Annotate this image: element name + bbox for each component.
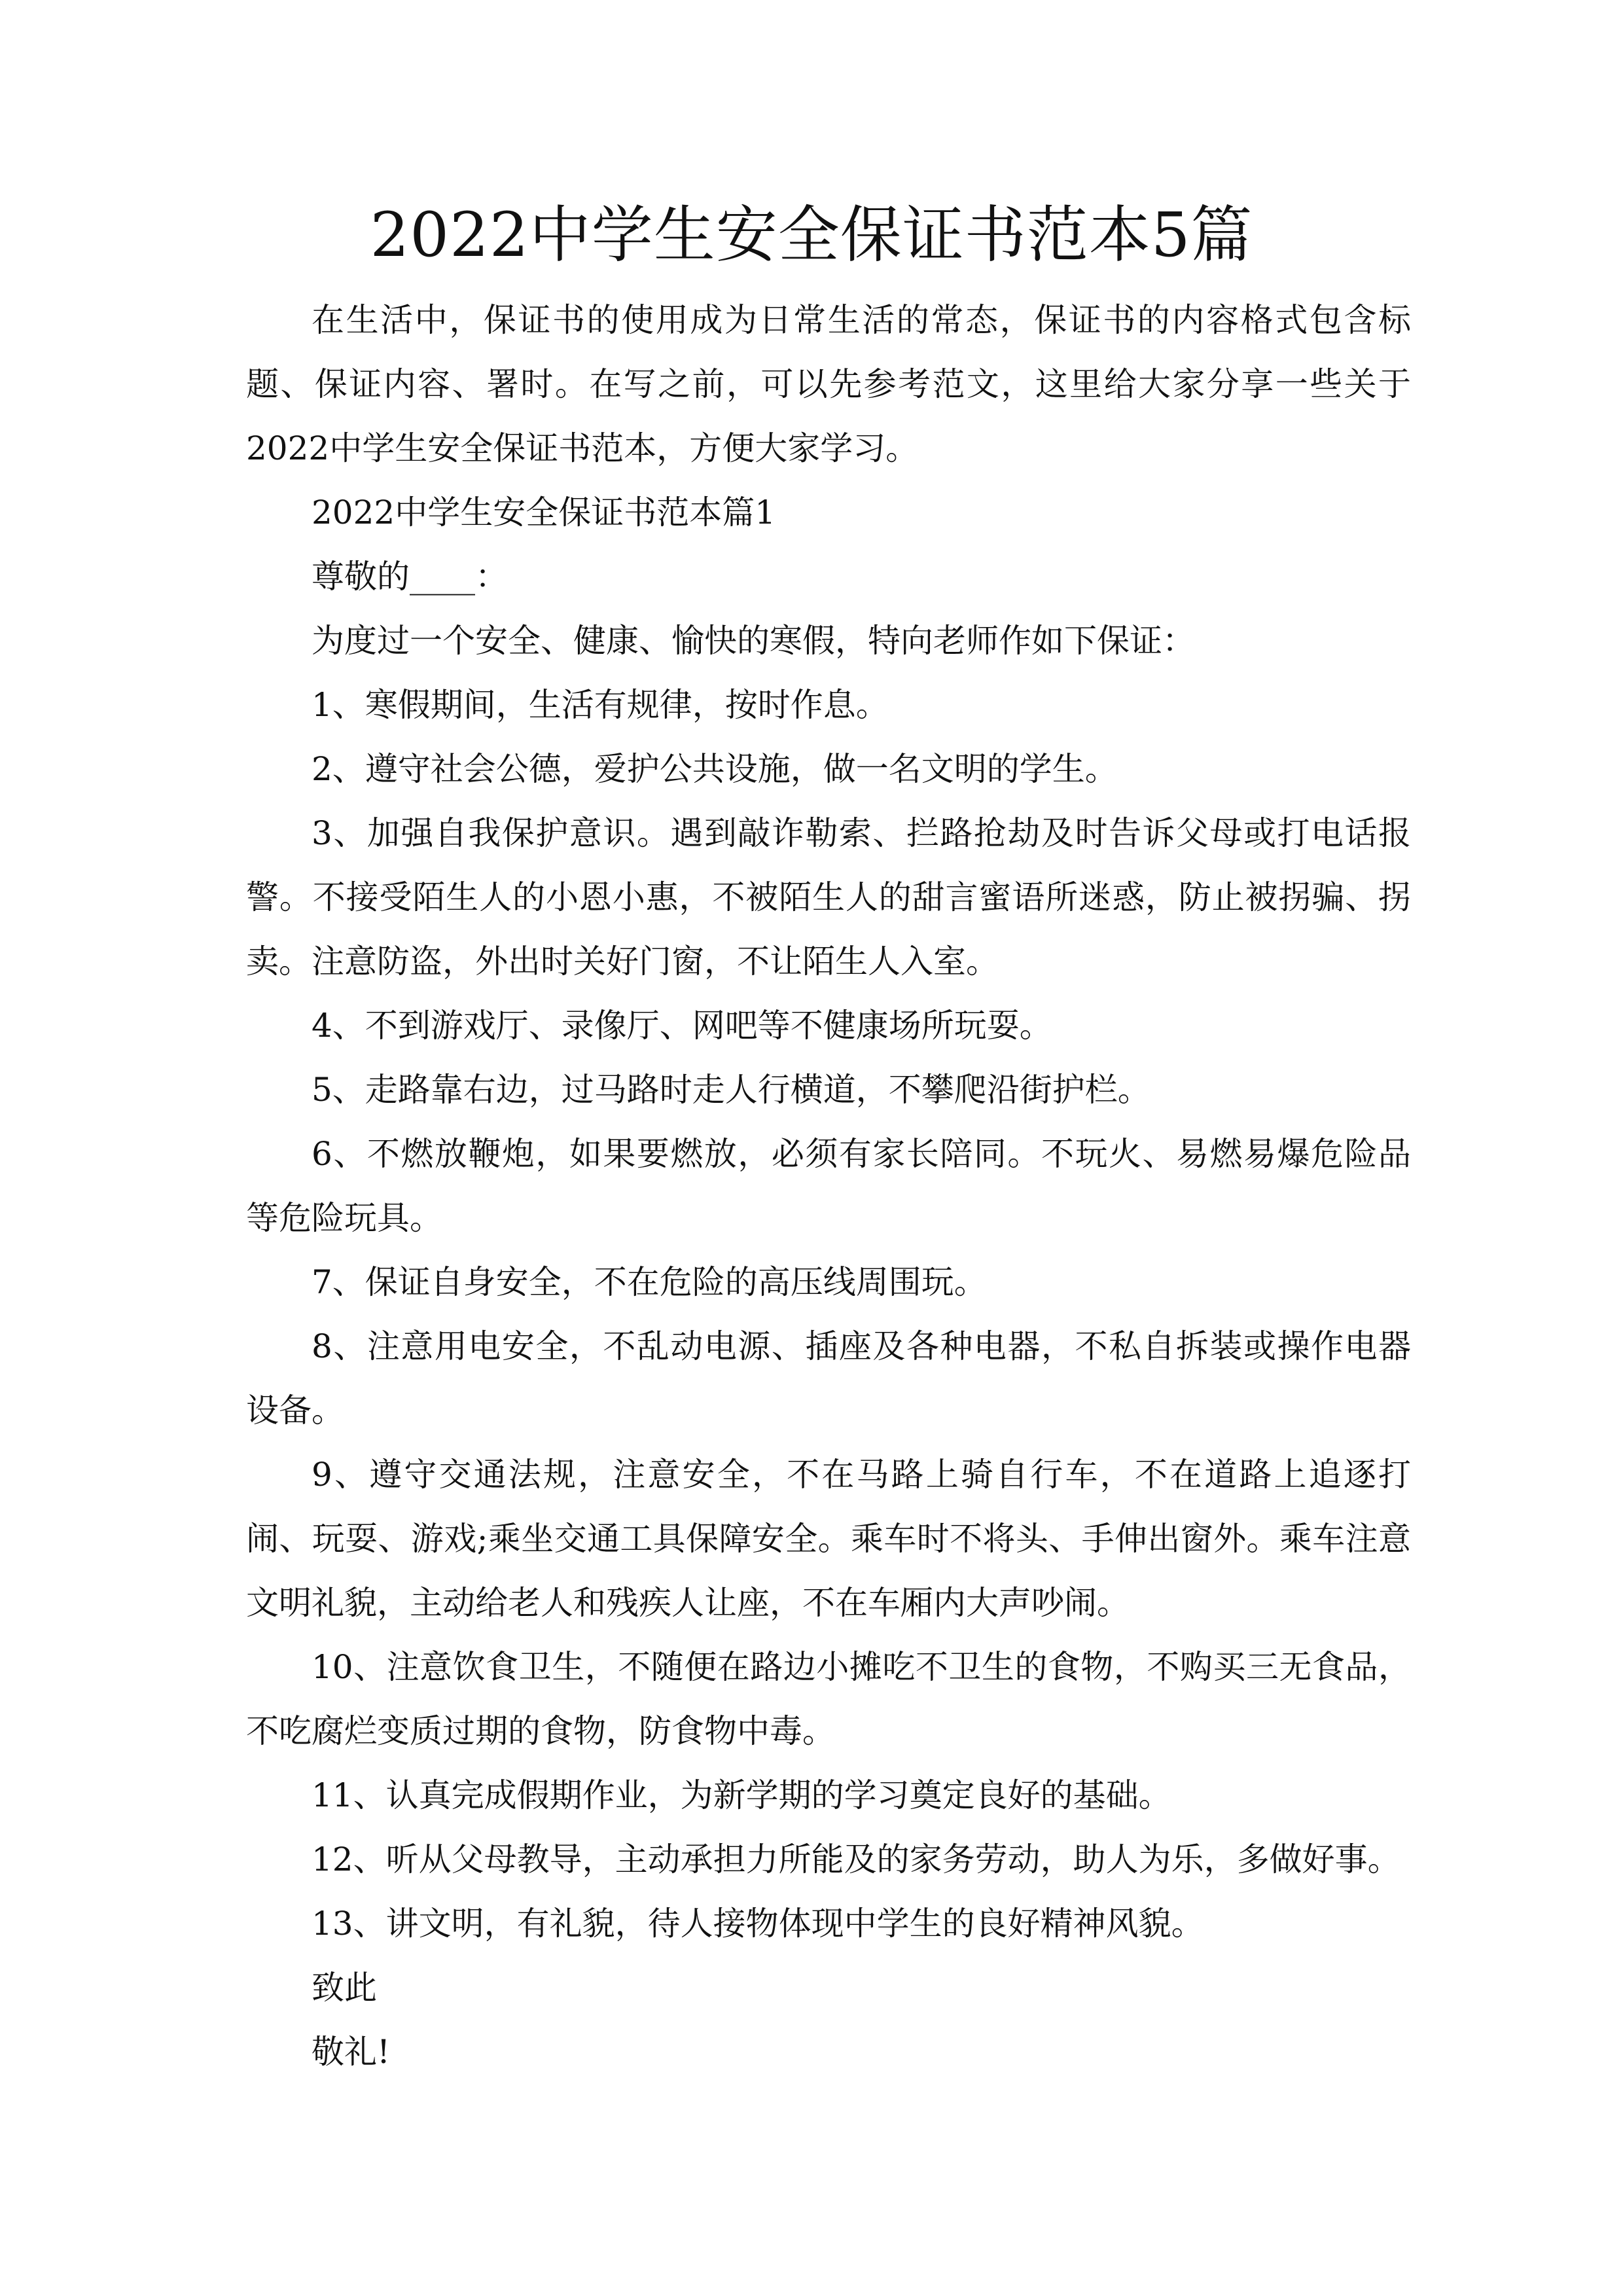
pledge-intro: 为度过一个安全、健康、愉快的寒假，特向老师作如下保证： xyxy=(312,622,1195,660)
pledge-item: 10、注意饮食卫生，不随便在路边小摊吃不卫生的食物，不购买三无食品，不吃腐烂变质过期的食物，防食物中毒。 xyxy=(246,1648,1411,1750)
document-title: 2022中学生安全保证书范本5篇 xyxy=(370,200,1253,271)
pledge-item: 9、遵守交通法规，注意安全，不在马路上骑自行车，不在道路上追逐打闹、玩耍、游戏;乘坐交通工具保障安全。乘车时不将头、手伸出窗外。乘车注意文明礼貌，主动给老人和残疾人让座，不在车厢内大声吵闹。 xyxy=(246,1456,1411,1622)
pledge-item: 6、不燃放鞭炮，如果要燃放，必须有家长陪同。不玩火、易燃易爆危险品等危险玩具。 xyxy=(246,1135,1411,1237)
pledge-item: 3、加强自我保护意识。遇到敲诈勒索、拦路抢劫及时告诉父母或打电话报警。不接受陌生人的小恩小惠，不被陌生人的甜言蜜语所迷惑，防止被拐骗、拐卖。注意防盗，外出时关好门窗，不让陌生人入室。 xyxy=(246,814,1411,980)
pledge-item: 2、遵守社会公德，爱护公共设施，做一名文明的学生。 xyxy=(312,750,1118,788)
pledge-item: 4、不到游戏厅、录像厅、网吧等不健康场所玩耍。 xyxy=(312,1007,1052,1045)
section-heading: 2022中学生安全保证书范本篇1 xyxy=(312,493,776,531)
pledge-item: 1、寒假期间，生活有规律，按时作息。 xyxy=(312,686,889,724)
closing-regards: 敬礼! xyxy=(312,2033,391,2071)
closing-line: 致此 xyxy=(312,1969,377,2007)
intro-paragraph: 在生活中，保证书的使用成为日常生活的常态，保证书的内容格式包含标题、保证内容、署时。在写之前，可以先参考范文，这里给大家分享一些关于2022中学生安全保证书范本，方便大家学习。 xyxy=(246,301,1411,467)
document-body xyxy=(246,288,1411,2084)
pledge-item: 12、听从父母教导，主动承担力所能及的家务劳动，助人为乐，多做好事。 xyxy=(312,1840,1400,1878)
pledge-item: 13、讲文明，有礼貌，待人接物体现中学生的良好精神风貌。 xyxy=(312,1905,1204,1943)
pledge-item: 5、走路靠右边，过马路时走人行横道，不攀爬沿街护栏。 xyxy=(312,1071,1150,1109)
pledge-item: 7、保证自身安全，不在危险的高压线周围玩。 xyxy=(312,1263,987,1301)
salutation: 尊敬的____： xyxy=(312,558,508,596)
pledge-item: 8、注意用电安全，不乱动电源、插座及各种电器，不私自拆装或操作电器设备。 xyxy=(246,1327,1411,1429)
pledge-item: 11、认真完成假期作业，为新学期的学习奠定良好的基础。 xyxy=(312,1776,1171,1814)
